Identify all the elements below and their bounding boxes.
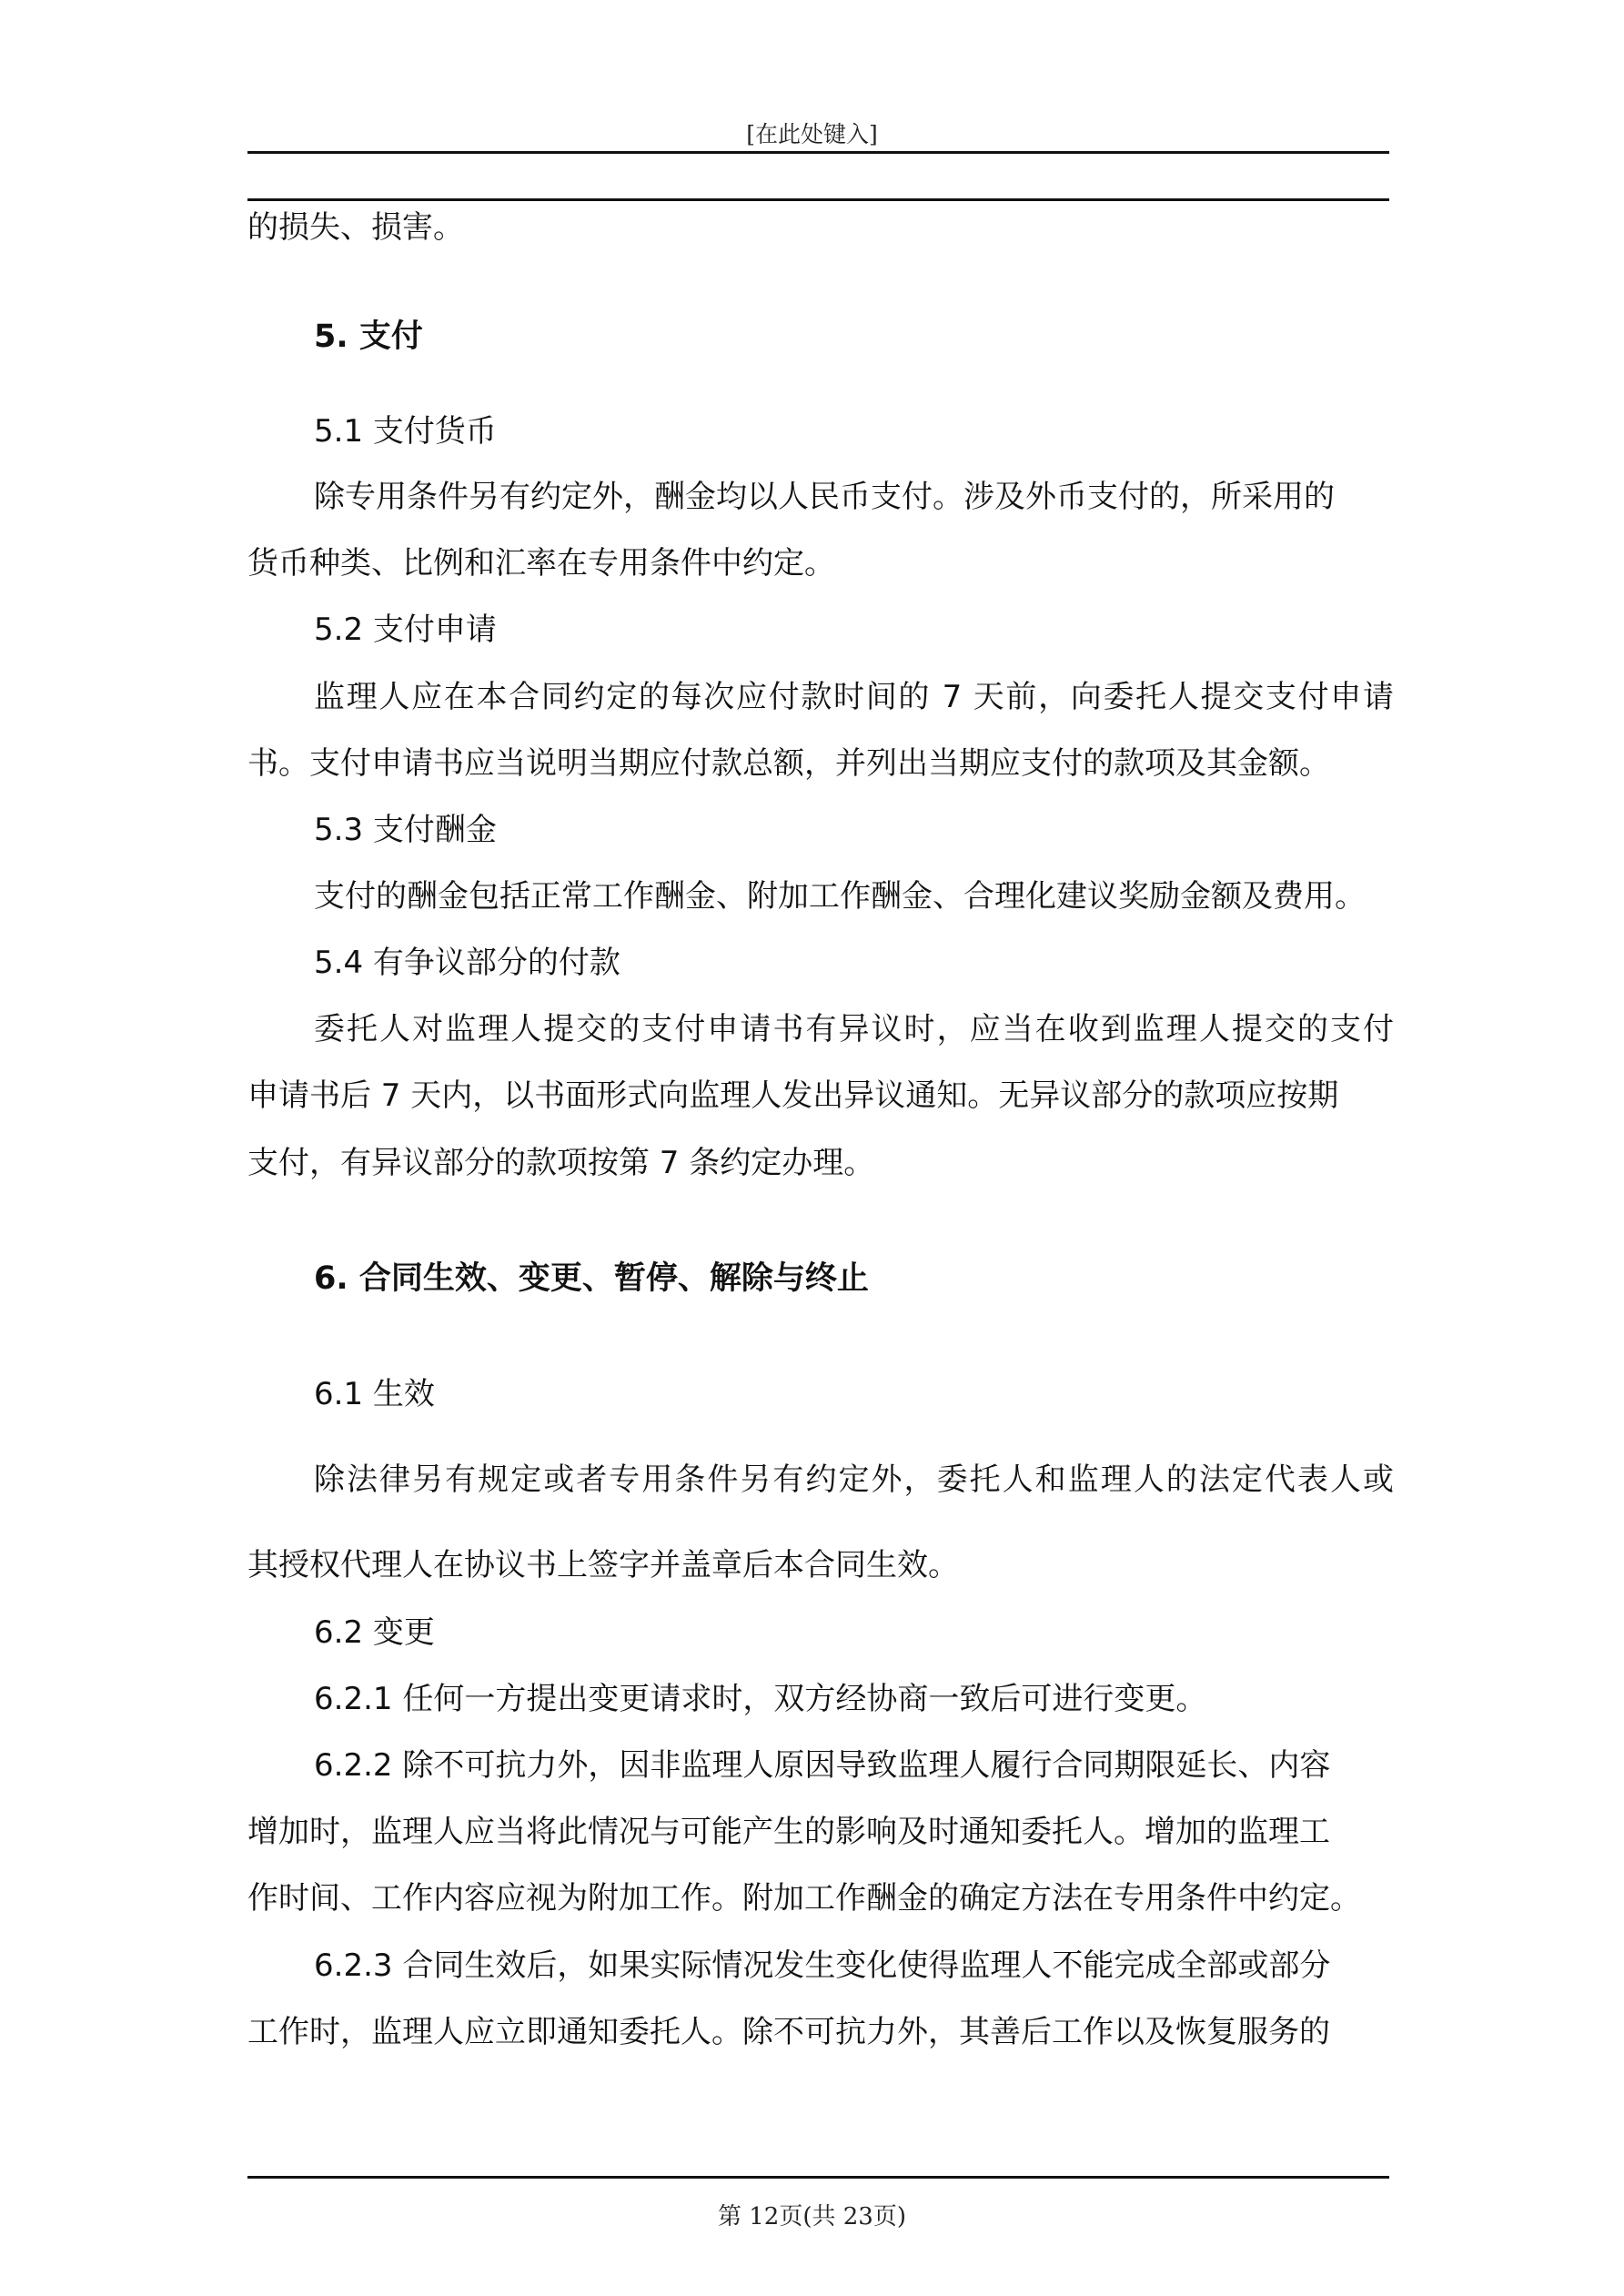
header-rule <box>247 151 1389 154</box>
paragraph-line: 增加时，监理人应当将此情况与可能产生的影响及时通知委托人。增加的监理工 <box>247 1814 1330 1850</box>
paragraph-line: 除专用条件另有约定外，酬金均以人民币支付。涉及外币支付的，所采用的 <box>314 479 1335 515</box>
paragraph-line: 支付的酬金包括正常工作酬金、附加工作酬金、合理化建议奖励金额及费用。 <box>314 878 1366 915</box>
subsection-heading-6-1: 6.1 生效 <box>314 1376 435 1412</box>
subsection-heading-6-2: 6.2 变更 <box>314 1614 435 1651</box>
paragraph-line: 申请书后 7 天内，以书面形式向监理人发出异议通知。无异议部分的款项应按期 <box>247 1077 1339 1114</box>
subsection-heading-5-3: 5.3 支付酬金 <box>314 812 497 848</box>
paragraph-line: 支付，有异议部分的款项按第 7 条约定办理。 <box>247 1145 875 1181</box>
paragraph-line: 货币种类、比例和汇率在专用条件中约定。 <box>247 545 835 582</box>
paragraph-line: 委托人对监理人提交的支付申请书有异议时，应当在收到监理人提交的支付 <box>314 1011 1394 1047</box>
paragraph-line: 的损失、损害。 <box>247 209 464 246</box>
paragraph-line: 6.2.1 任何一方提出变更请求时，双方经协商一致后可进行变更。 <box>314 1681 1207 1717</box>
paragraph-line: 其授权代理人在协议书上签字并盖章后本合同生效。 <box>247 1547 959 1583</box>
section-heading-5: 5. 支付 <box>314 319 423 355</box>
paragraph-line: 除法律另有规定或者专用条件另有约定外，委托人和监理人的法定代表人或 <box>314 1462 1394 1498</box>
paragraph-line: 书。支付申请书应当说明当期应付款总额，并列出当期应支付的款项及其金额。 <box>247 745 1330 782</box>
section-heading-6: 6. 合同生效、变更、暂停、解除与终止 <box>314 1260 869 1297</box>
subsection-heading-5-1: 5.1 支付货币 <box>314 413 497 450</box>
paragraph-line: 作时间、工作内容应视为附加工作。附加工作酬金的确定方法在专用条件中约定。 <box>247 1880 1361 1917</box>
paragraph-line: 监理人应在本合同约定的每次应付款时间的 7 天前，向委托人提交支付申请 <box>314 679 1394 715</box>
footer-rule <box>247 2176 1389 2179</box>
subsection-heading-5-4: 5.4 有争议部分的付款 <box>314 945 620 981</box>
paragraph-line: 6.2.3 合同生效后，如果实际情况发生变化使得监理人不能完成全部或部分 <box>314 1947 1331 1984</box>
paragraph-line: 工作时，监理人应立即通知委托人。除不可抗力外，其善后工作以及恢复服务的 <box>247 2014 1330 2050</box>
subsection-heading-5-2: 5.2 支付申请 <box>314 612 497 648</box>
paragraph-line: 6.2.2 除不可抗力外，因非监理人原因导致监理人履行合同期限延长、内容 <box>314 1747 1331 1784</box>
header-placeholder-text: [在此处键入] <box>746 121 878 147</box>
page-number: 第 12页(共 23页) <box>718 2203 906 2230</box>
header-rule-second <box>247 198 1389 201</box>
